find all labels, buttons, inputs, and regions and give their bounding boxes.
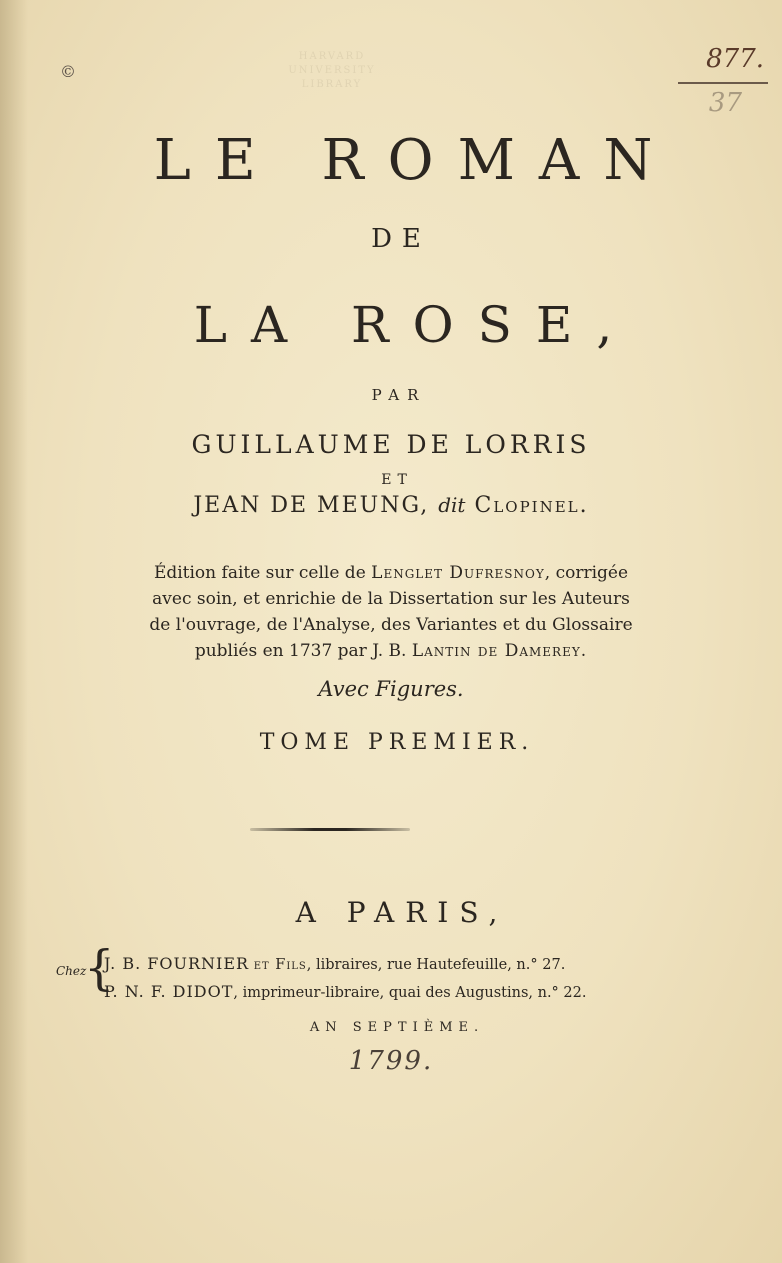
shelfmark-top: 877. [706, 44, 764, 74]
publisher-fils: et Fils [253, 957, 307, 973]
edition-line-1 [0, 560, 782, 586]
author-jean-nickname: Clopinel. [474, 493, 589, 518]
publisher-address: , imprimeur-libraire, quai des Augustins, n.° 22. [233, 985, 587, 1001]
edition-text: , corrigée [544, 563, 629, 583]
author-jean-dit: dit [438, 493, 466, 517]
edition-text: publiés en 1737 par J. B. [194, 641, 412, 661]
title-line-3: LA ROSE, [193, 296, 637, 354]
chez-label: Chez [56, 964, 87, 978]
publisher-address: , libraires, rue Hautefeuille, n.° 27. [306, 957, 566, 973]
volume-label: TOME PREMIER. [259, 730, 535, 755]
edition-line-4 [0, 638, 782, 664]
edition-line-3: de l'ouvrage, de l'Analyse, des Variantes et du Glossaire [149, 615, 633, 635]
shelfmark-bottom: 37 [708, 88, 742, 118]
publisher-didot [104, 982, 586, 1001]
with-figures: Avec Figures. [318, 677, 464, 701]
publisher-name: J. B. FOURNIER [104, 954, 250, 973]
and-label: ET [381, 472, 413, 488]
year-handwritten: 1799. [348, 1046, 434, 1076]
editor-name: Lantin de Damerey. [411, 641, 588, 661]
stamp-line: UNIVERSITY [288, 65, 376, 76]
publisher-name: P. N. F. DIDOT [104, 982, 234, 1001]
author-guillaume: GUILLAUME DE LORRIS [191, 430, 591, 459]
corner-mark: © [60, 62, 76, 81]
title-line-2: DE [371, 224, 431, 254]
library-stamp [262, 50, 402, 92]
imprint-city: A PARIS, [295, 896, 509, 929]
by-label: PAR [371, 386, 427, 404]
edition-text: Édition faite sur celle de [153, 563, 372, 583]
stamp-line: LIBRARY [301, 79, 363, 90]
edition-note [0, 560, 782, 664]
edition-line-2: avec soin, et enrichie de la Dissertation sur les Auteurs [152, 589, 630, 609]
author-jean-name: JEAN DE MEUNG, [193, 493, 430, 518]
author-jean [0, 493, 782, 518]
stamp-line: HARVARD [298, 51, 366, 62]
shelfmark-rule [678, 82, 768, 84]
brace-icon: { [84, 940, 115, 996]
ornamental-rule [250, 828, 410, 831]
publisher-fournier [104, 954, 565, 973]
year-revolutionary: AN SEPTIÈME. [309, 1020, 485, 1035]
editor-name: Lenglet Dufresnoy [371, 563, 545, 583]
title-line-1: LE ROMAN [153, 128, 677, 193]
